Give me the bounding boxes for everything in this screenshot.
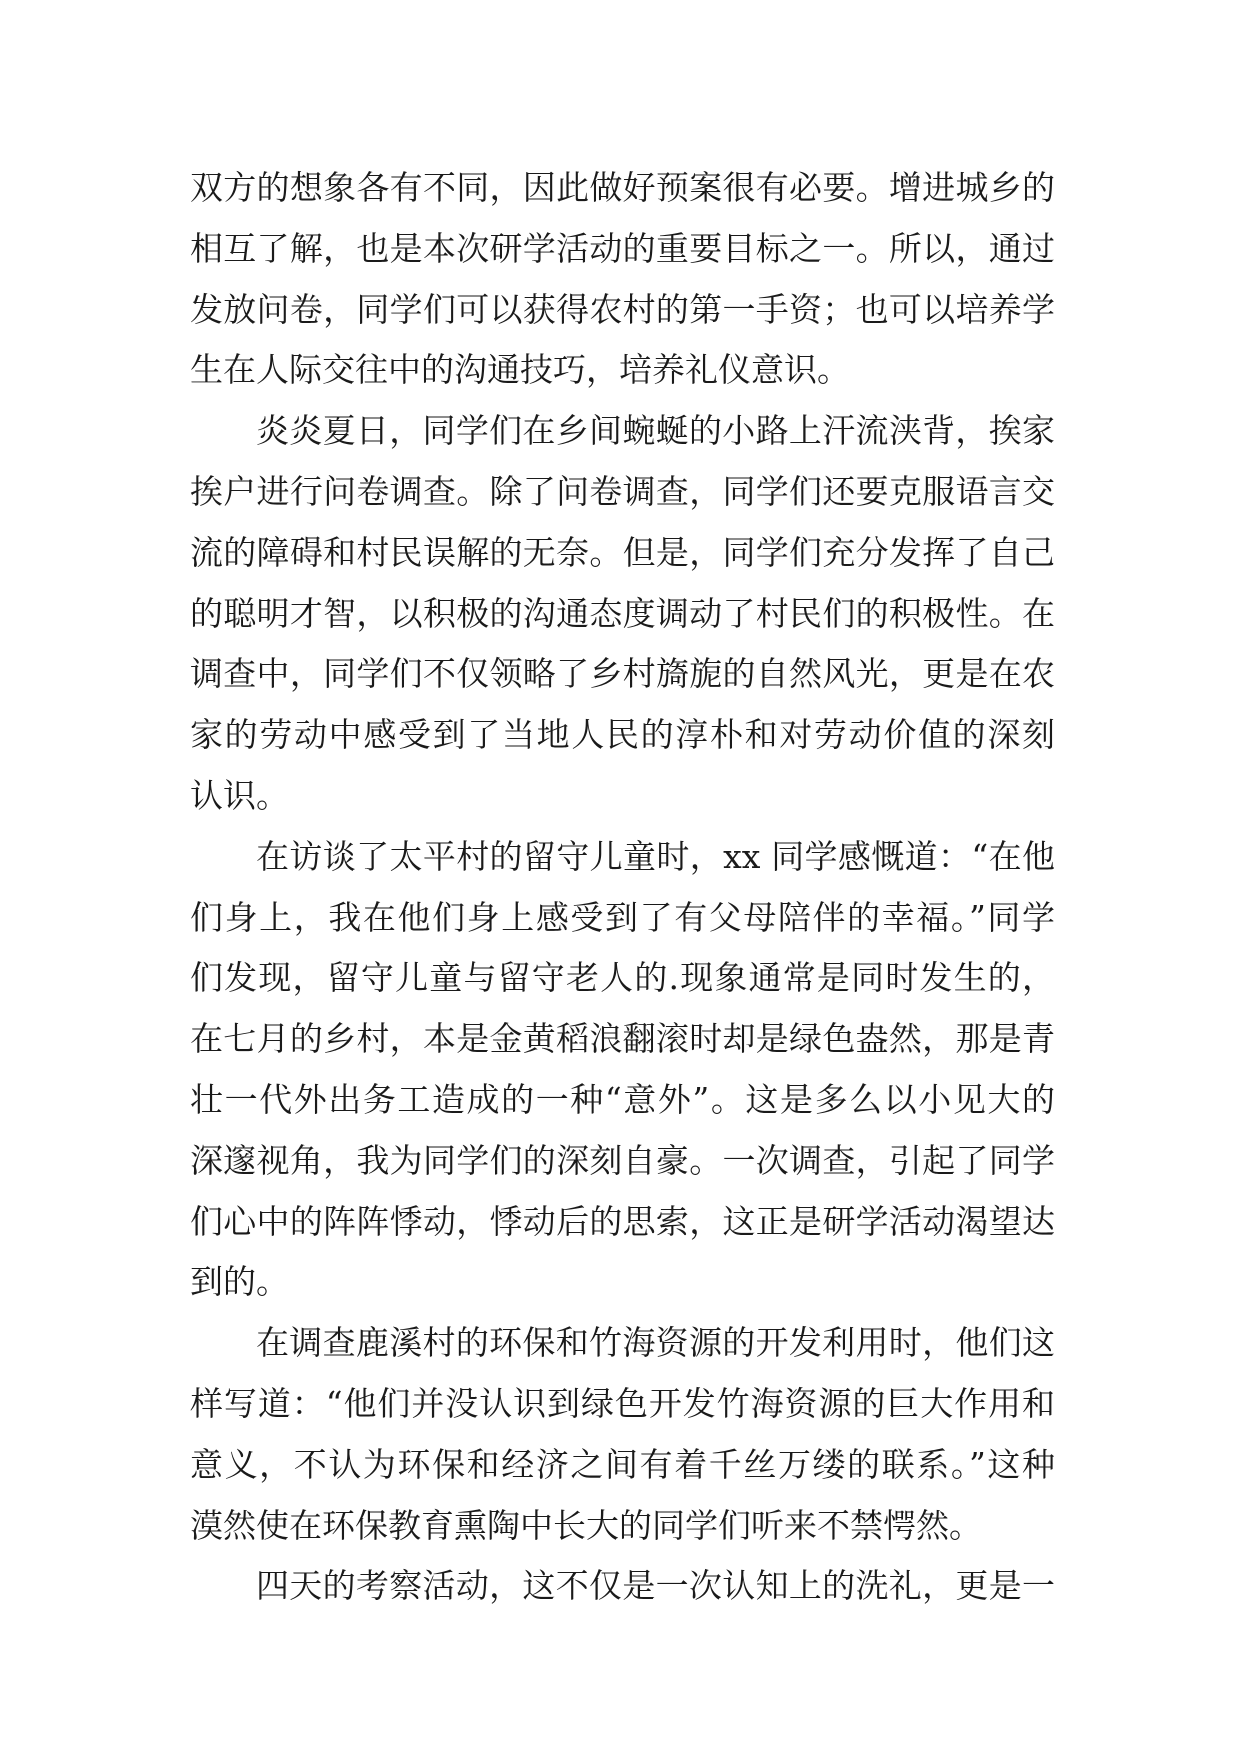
text-line: 们心中的阵阵悸动，悸动后的思索，这正是研学活动渴望达: [190, 1201, 1055, 1241]
paragraph-3: [190, 827, 1055, 1313]
document-body: [190, 158, 1055, 1617]
text-line: 样写道：“他们并没认识到绿色开发竹海资源的巨大作用和: [190, 1383, 1055, 1423]
text-line: 调查中，同学们不仅领略了乡村旖旎的自然风光，更是在农: [190, 654, 1055, 694]
text-line: 在调查鹿溪村的环保和竹海资源的开发利用时，他们这: [256, 1323, 1055, 1363]
text-line: 们身上，我在他们身上感受到了有父母陪伴的幸福。”同学: [190, 897, 1055, 937]
paragraph-2: [190, 401, 1055, 827]
paragraph-1: [190, 158, 1055, 401]
text-line: 流的障碍和村民误解的无奈。但是，同学们充分发挥了自己: [190, 532, 1055, 572]
text-line: 漠然使在环保教育熏陶中长大的同学们听来不禁愕然。: [190, 1505, 982, 1545]
text-line: 四天的考察活动，这不仅是一次认知上的洗礼，更是一: [256, 1566, 1055, 1606]
text-line: 们发现，留守儿童与留守老人的.现象通常是同时发生的，: [190, 958, 1055, 998]
text-line: 家的劳动中感受到了当地人民的淳朴和对劳动价值的深刻: [190, 715, 1055, 755]
text-line: 认识。: [190, 775, 289, 815]
text-line: 相互了解，也是本次研学活动的重要目标之一。所以，通过: [190, 228, 1055, 268]
text-line: 到的。: [190, 1262, 289, 1302]
text-line: 深邃视角，我为同学们的深刻自豪。一次调查，引起了同学: [190, 1140, 1055, 1180]
text-line: 在七月的乡村，本是金黄稻浪翻滚时却是绿色盎然，那是青: [190, 1019, 1055, 1059]
paragraph-4: [190, 1313, 1055, 1556]
text-line: 生在人际交往中的沟通技巧，培养礼仪意识。: [190, 350, 850, 390]
paragraph-5: [190, 1556, 1055, 1617]
text-line: 炎炎夏日，同学们在乡间蜿蜒的小路上汗流浃背，挨家: [256, 411, 1055, 451]
text-line: 的聪明才智，以积极的沟通态度调动了村民们的积极性。在: [190, 593, 1055, 633]
text-line: 意义，不认为环保和经济之间有着千丝万缕的联系。”这种: [190, 1444, 1055, 1484]
text-line: 双方的想象各有不同，因此做好预案很有必要。增进城乡的: [190, 168, 1055, 207]
text-line: 挨户进行问卷调查。除了问卷调查，同学们还要克服语言交: [190, 471, 1055, 511]
text-line: 在访谈了太平村的留守儿童时，xx 同学感慨道：“在他: [256, 836, 1055, 876]
text-line: 发放问卷，同学们可以获得农村的第一手资；也可以培养学: [190, 289, 1055, 329]
text-line: 壮一代外出务工造成的一种“意外”。这是多么以小见大的: [190, 1079, 1055, 1119]
